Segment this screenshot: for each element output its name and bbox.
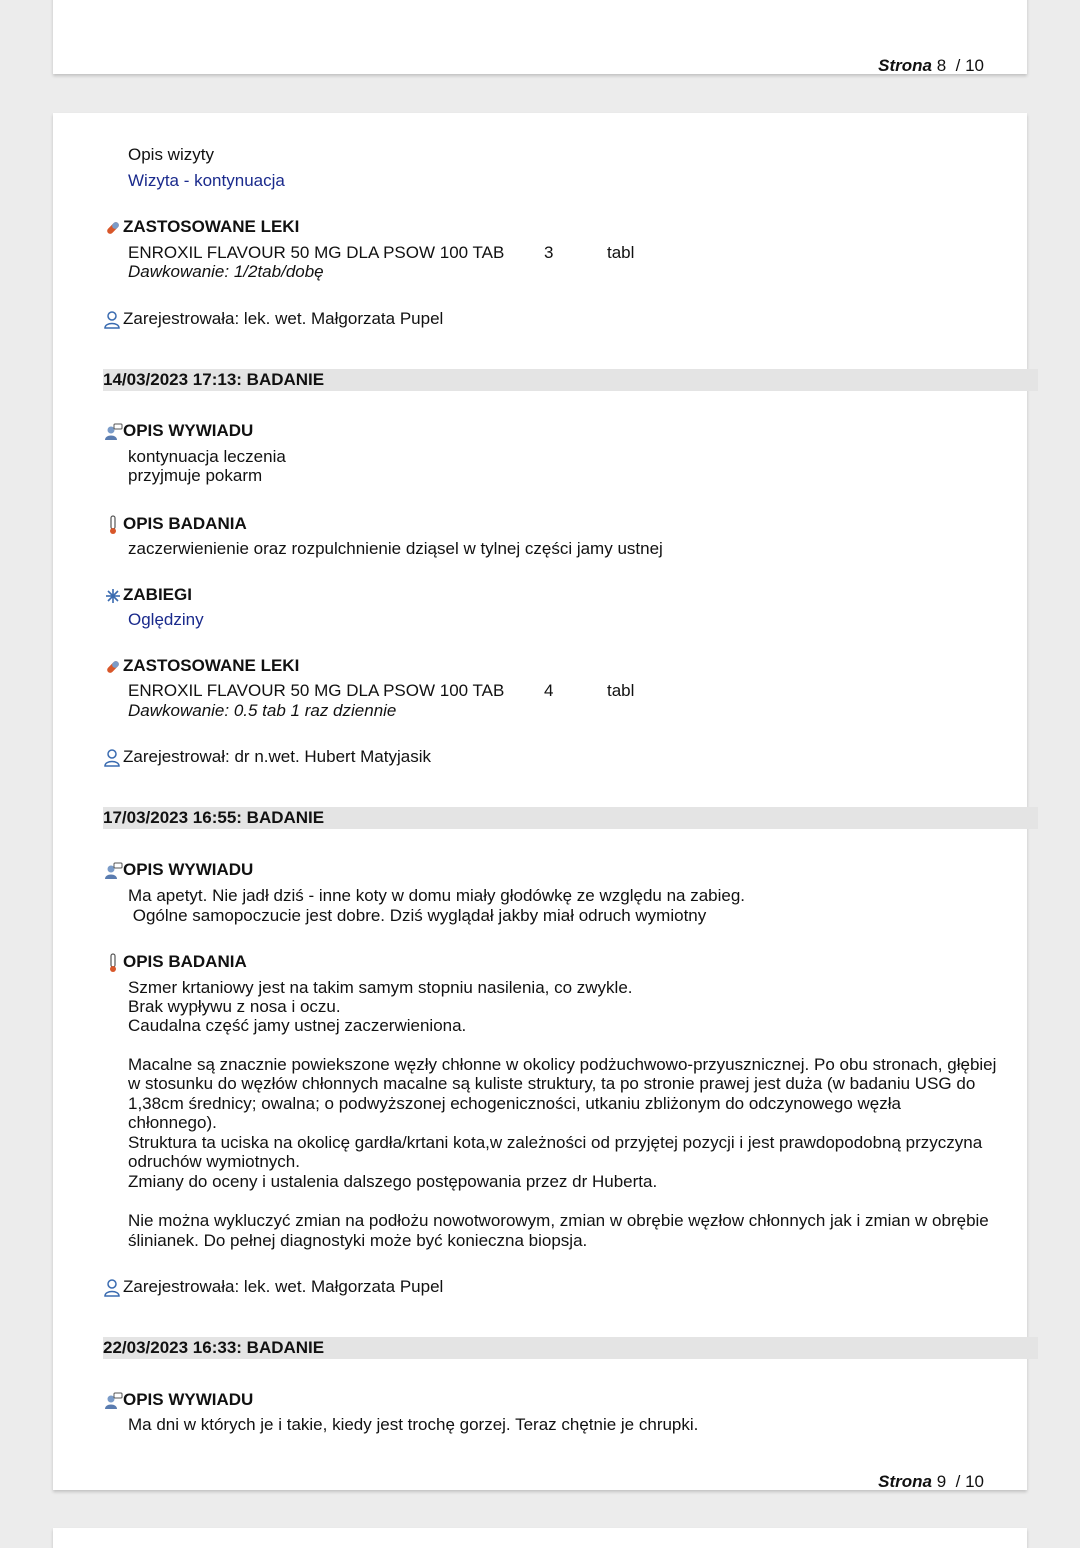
exam-date-band: 17/03/2023 16:55: BADANIE (103, 807, 1038, 829)
user-icon (103, 310, 123, 330)
drugs-heading: ZASTOSOWANE LEKI (103, 217, 299, 238)
drug-qty: 4 (544, 681, 554, 700)
visit-desc-label: Opis wizyty (128, 145, 214, 164)
interview-line-2: przyjmuje pokarm (128, 466, 263, 485)
visit-desc-value: Wizyta - kontynuacja (128, 171, 285, 190)
drugs-heading: ZASTOSOWANE LEKI (103, 656, 299, 677)
interview-heading: OPIS WYWIADU (103, 1390, 253, 1411)
drug-name: ENROXIL FLAVOUR 50 MG DLA PSOW 100 TAB (128, 681, 505, 700)
page-9 (53, 113, 1027, 1490)
interview-heading: OPIS WYWIADU (103, 421, 253, 442)
drug-dosage: Dawkowanie: 0.5 tab 1 raz dziennie (128, 701, 397, 720)
page-number: Strona 8 / 10 (878, 56, 984, 75)
exam-line-14: ślinianek. Do pełnej diagnostyki może być konieczna biopsja. (128, 1231, 588, 1250)
procedure-value: Oględziny (128, 610, 204, 629)
interview-line-2: Ogólne samopoczucie jest dobre. Dziś wyglądał jakby miał odruch wymiotny (128, 906, 707, 925)
page-number: Strona 9 / 10 (878, 1472, 984, 1491)
registered-by: Zarejestrował: dr n.wet. Hubert Matyjasik (103, 747, 431, 768)
interview-icon (103, 422, 123, 442)
procedures-icon (103, 586, 123, 606)
drug-unit: tabl (607, 243, 635, 262)
procedures-heading: ZABIEGI (103, 585, 192, 606)
interview-line-1: Ma apetyt. Nie jadł dziś - inne koty w domu miały głodówkę ze względu na zabieg. (128, 886, 746, 905)
exam-heading: OPIS BADANIA (103, 514, 247, 535)
page-8 (53, 0, 1027, 74)
drug-dosage: Dawkowanie: 1/2tab/dobę (128, 262, 324, 281)
thermometer-icon (103, 953, 123, 973)
exam-line-2: Brak wypływu z nosa i oczu. (128, 997, 341, 1016)
exam-date-band: 14/03/2023 17:13: BADANIE (103, 369, 1038, 391)
pill-icon (103, 657, 123, 677)
exam-date-band: 22/03/2023 16:33: BADANIE (103, 1337, 1038, 1359)
thermometer-icon (103, 515, 123, 535)
exam-line-8: chłonnego). (128, 1113, 217, 1132)
registered-by: Zarejestrowała: lek. wet. Małgorzata Pupel (103, 1277, 443, 1298)
exam-heading: OPIS BADANIA (103, 952, 247, 973)
exam-line-9: Struktura ta uciska na okolicę gardła/krtani kota,w zależności od przyjętej pozycji i jest prawdopodobną przyczyna (128, 1133, 983, 1152)
exam-line-5: Macalne są znacznie powiekszone węzły chłonne w okolicy podżuchwowo-przyusznicznej. Po obu stronach, głębiej (128, 1055, 997, 1074)
pill-icon (103, 218, 123, 238)
exam-line-7: 1,38cm średnicy; owalna; o podwyższonej echogeniczności, utkaniu zbliżonym do odczynowego węzła (128, 1094, 901, 1113)
interview-icon (103, 1391, 123, 1411)
interview-icon (103, 861, 123, 881)
exam-line-10: odruchów wymiotnych. (128, 1152, 300, 1171)
exam-text: zaczerwienienie oraz rozpulchnienie dziąsel w tylnej części jamy ustnej (128, 539, 663, 558)
interview-line-1: kontynuacja leczenia (128, 447, 286, 466)
user-icon (103, 1278, 123, 1298)
exam-line-3: Caudalna część jamy ustnej zaczerwieniona. (128, 1016, 467, 1035)
exam-line-6: w stosunku do węzłów chłonnych macalne są kuliste struktury, ta po stronie prawej jest duża (w badaniu USG do (128, 1074, 976, 1093)
user-icon (103, 748, 123, 768)
interview-line-1: Ma dni w których je i takie, kiedy jest trochę gorzej. Teraz chętnie je chrupki. (128, 1415, 699, 1434)
drug-qty: 3 (544, 243, 554, 262)
page-10-edge (53, 1528, 1027, 1548)
exam-line-13: Nie można wykluczyć zmian na podłożu nowotworowym, zmian w obrębie węzłow chłonnych jak i zmian w obrębie (128, 1211, 989, 1230)
interview-heading: OPIS WYWIADU (103, 860, 253, 881)
exam-line-1: Szmer krtaniowy jest na takim samym stopniu nasilenia, co zwykle. (128, 978, 633, 997)
drug-unit: tabl (607, 681, 635, 700)
drug-name: ENROXIL FLAVOUR 50 MG DLA PSOW 100 TAB (128, 243, 505, 262)
registered-by: Zarejestrowała: lek. wet. Małgorzata Pupel (103, 309, 443, 330)
exam-line-11: Zmiany do oceny i ustalenia dalszego postępowania przez dr Huberta. (128, 1172, 658, 1191)
